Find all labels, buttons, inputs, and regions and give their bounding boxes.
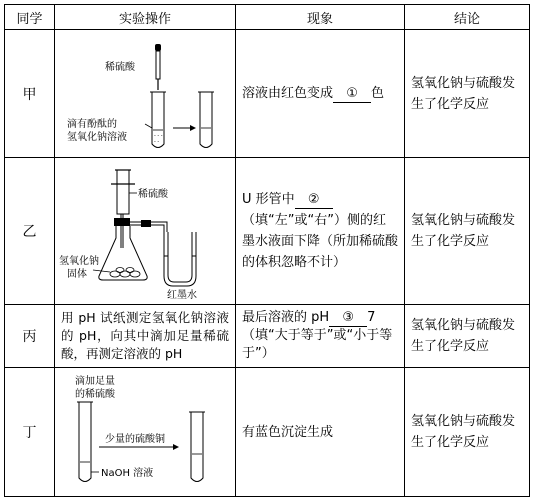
phenomenon-yi — [236, 158, 405, 305]
phenomenon-text: 色 — [371, 86, 385, 101]
phenomenon-text: 最后溶液的 pH — [242, 310, 330, 325]
phenomenon-text: 7（填“大于等于”或“小于等于”） — [242, 310, 393, 361]
phenomenon-jia — [236, 30, 405, 158]
svg-text:- - -: - - - — [154, 133, 163, 139]
operation-text: 用 pH 试纸测定氢氧化钠溶液的 pH，向其中滴加足量稀硫酸，再测定溶液的 pH — [55, 305, 236, 368]
naoh-label: NaOH 溶液 — [101, 468, 154, 479]
conclusion-text: 氢氧化钠与硫酸发生了化学反应 — [405, 158, 530, 305]
header-phenomenon: 现象 — [236, 5, 405, 30]
phenomenon-bing — [236, 305, 405, 368]
conclusion-text: 氢氧化钠与硫酸发生了化学反应 — [405, 305, 530, 368]
student-name: 甲 — [5, 30, 55, 158]
conclusion-text: 氢氧化钠与硫酸发生了化学反应 — [405, 30, 530, 158]
test-tube-right-icon — [189, 412, 205, 482]
header-conclusion: 结论 — [405, 5, 530, 30]
student-name: 丁 — [5, 368, 55, 497]
acid-label: 稀硫酸 — [105, 62, 135, 73]
header-student: 同学 — [5, 5, 55, 30]
svg-text:- -: - - — [154, 139, 160, 145]
copper-label: 少量的硫酸铜 — [105, 434, 165, 445]
operation-figure-jia — [55, 30, 236, 158]
dropper-icon — [155, 44, 161, 90]
phenomenon-text: 溶液由红色变成 — [242, 86, 334, 101]
solid-label-2: 固体 — [67, 269, 87, 280]
arrow-right-icon — [173, 125, 196, 131]
operation-figure-ding — [55, 368, 236, 497]
u-tube-icon — [164, 232, 196, 286]
precipitation-diagram — [55, 368, 236, 496]
ink-label: 红墨水 — [167, 290, 197, 301]
separatory-funnel-icon — [111, 170, 135, 248]
table-row — [5, 158, 530, 305]
acid-label-2: 的稀硫酸 — [75, 389, 115, 400]
student-name: 乙 — [5, 158, 55, 305]
answer-blank-3[interactable]: ③ — [329, 310, 367, 327]
table-row — [5, 368, 530, 497]
solution-label-1: 滴有酚酞的 — [67, 119, 117, 130]
phenomenon-text: （填“左”或“右”）侧的红墨水液面下降（所加稀硫酸的体积忽略不计） — [242, 213, 399, 270]
solid-label-1: 氢氧化钠 — [59, 256, 99, 267]
operation-figure-yi — [55, 158, 236, 305]
header-row — [5, 5, 530, 30]
flask-u-tube-diagram — [55, 158, 236, 304]
test-tube-left-icon — [77, 402, 93, 482]
test-tube-left-icon — [150, 92, 166, 148]
experiment-table — [4, 4, 530, 497]
answer-blank-1[interactable]: ① — [333, 86, 371, 103]
answer-blank-2[interactable]: ② — [295, 192, 333, 209]
conclusion-text: 氢氧化钠与硫酸发生了化学反应 — [405, 368, 530, 497]
student-name: 丙 — [5, 305, 55, 368]
phenomenon-ding: 有蓝色沉淀生成 — [236, 368, 405, 497]
acid-label: 稀硫酸 — [138, 189, 168, 200]
table-row — [5, 30, 530, 158]
test-tube-right-icon — [198, 92, 214, 148]
table-row — [5, 305, 530, 368]
acid-label-1: 滴加足量 — [75, 376, 115, 387]
solution-label-2: 氢氧化钠溶液 — [67, 132, 127, 143]
phenomenon-text: U 形管中 — [242, 192, 295, 207]
dropper-test-tube-diagram — [55, 30, 236, 157]
header-operation: 实验操作 — [55, 5, 236, 30]
